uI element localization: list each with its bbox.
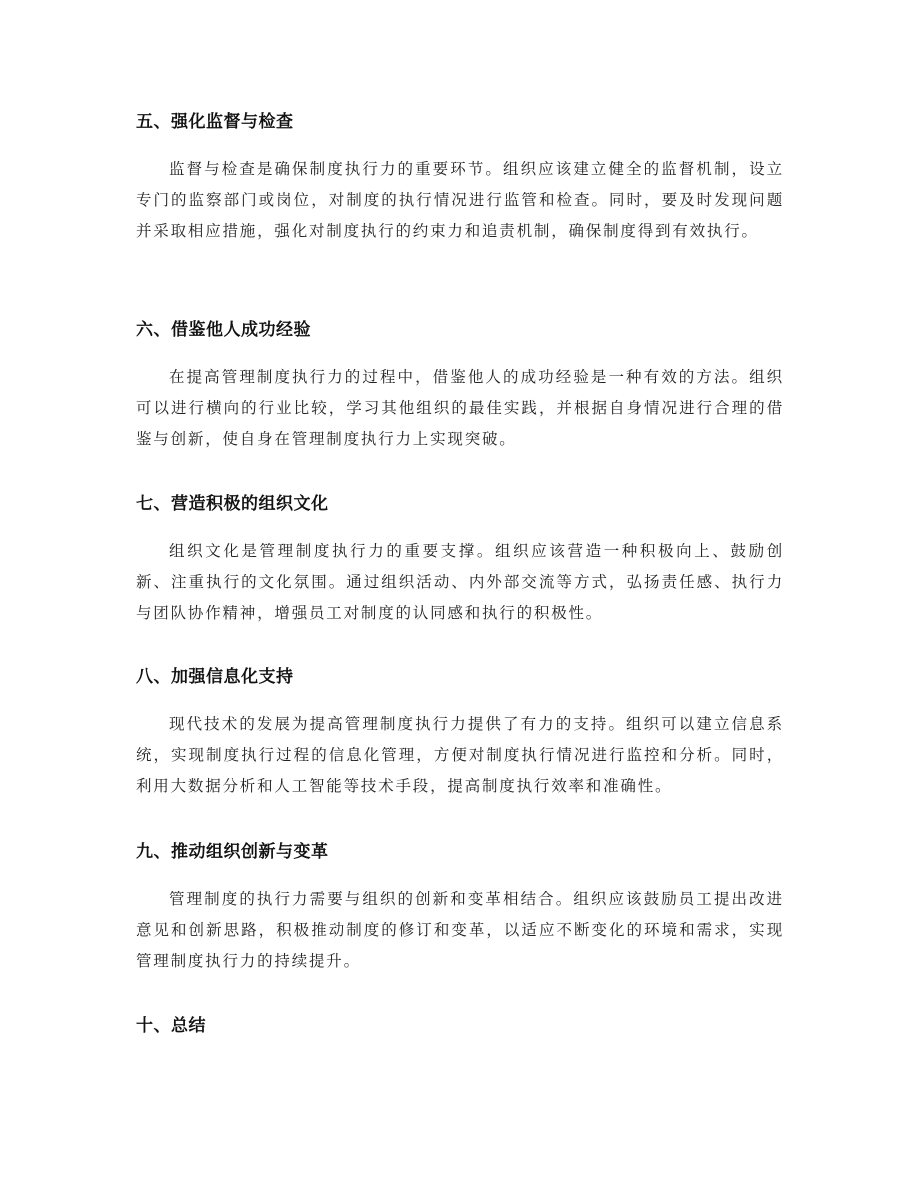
section-heading: 八、加强信息化支持 bbox=[136, 667, 294, 687]
section-heading: 五、强化监督与检查 bbox=[136, 112, 294, 132]
section-heading: 九、推动组织创新与变革 bbox=[136, 842, 329, 862]
section-paragraph: 在提高管理制度执行力的过程中，借鉴他人的成功经验是一种有效的方法。组织可以进行横向的行业比较，学习其他组织的最佳实践，并根据自身情况进行合理的借鉴与创新，使自身在管理制度执行力上实现突破。 bbox=[136, 368, 784, 448]
section-paragraph: 监督与检查是确保制度执行力的重要环节。组织应该建立健全的监督机制，设立专门的监察部门或岗位，对制度的执行情况进行监管和检查。同时，要及时发现问题并采取相应措施，强化对制度执行的约束力和追责机制，确保制度得到有效执行。 bbox=[136, 160, 784, 240]
section-paragraph: 现代技术的发展为提高管理制度执行力提供了有力的支持。组织可以建立信息系统，实现制度执行过程的信息化管理，方便对制度执行情况进行监控和分析。同时，利用大数据分析和人工智能等技术手段，提高制度执行效率和准确性。 bbox=[136, 715, 784, 795]
section-heading: 六、借鉴他人成功经验 bbox=[136, 320, 311, 340]
section-informatization bbox=[136, 665, 784, 802]
section-heading: 七、营造积极的组织文化 bbox=[136, 494, 329, 514]
section-summary bbox=[136, 1014, 784, 1038]
section-supervision bbox=[136, 110, 784, 247]
section-innovation bbox=[136, 840, 784, 977]
section-learn-from-others bbox=[136, 318, 784, 455]
section-culture bbox=[136, 492, 784, 629]
section-heading: 十、总结 bbox=[136, 1016, 206, 1036]
section-paragraph: 管理制度的执行力需要与组织的创新和变革相结合。组织应该鼓励员工提出改进意见和创新思路，积极推动制度的修订和变革，以适应不断变化的环境和需求，实现管理制度执行力的持续提升。 bbox=[136, 890, 784, 970]
section-paragraph: 组织文化是管理制度执行力的重要支撑。组织应该营造一种积极向上、鼓励创新、注重执行的文化氛围。通过组织活动、内外部交流等方式，弘扬责任感、执行力与团队协作精神，增强员工对制度的认同感和执行的积极性。 bbox=[136, 542, 784, 622]
